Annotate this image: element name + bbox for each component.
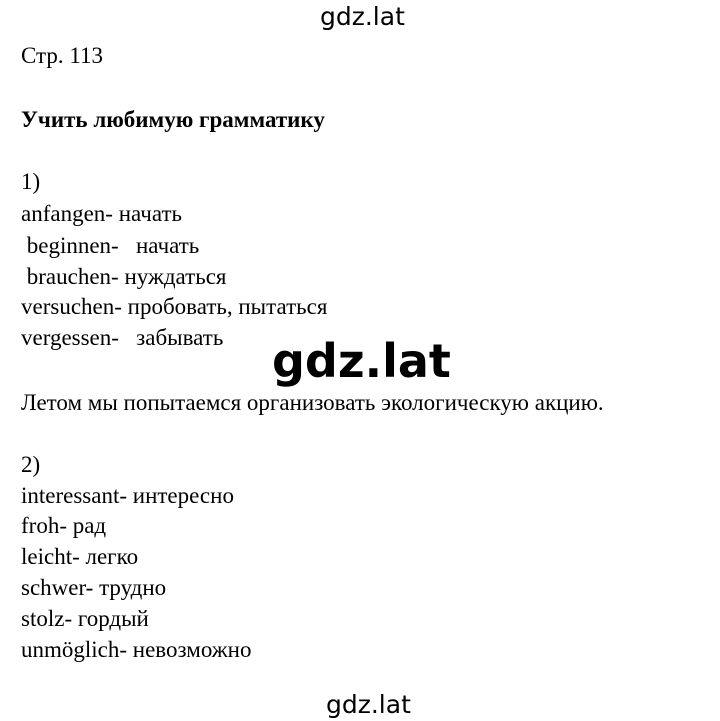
- vocab-item: interessant- интересно: [21, 483, 234, 508]
- page-reference: Стр. 113: [21, 43, 104, 68]
- section-2-number: 2): [21, 452, 41, 477]
- vocab-item: froh- рад: [21, 513, 107, 538]
- vocab-item: unmöglich- невозможно: [21, 637, 252, 662]
- vocab-item: vergessen- забывать: [21, 325, 224, 350]
- vocab-item: schwer- трудно: [21, 575, 167, 600]
- section-1-number: 1): [21, 169, 41, 194]
- vocab-item: leicht- легко: [21, 544, 139, 569]
- vocab-item: stolz- гордый: [21, 606, 149, 631]
- vocab-item: brauchen- нуждаться: [21, 264, 227, 289]
- watermark-center: gdz.lat: [272, 334, 451, 388]
- vocab-item: anfangen- начать: [21, 201, 183, 226]
- watermark-top: gdz.lat: [320, 2, 405, 31]
- example-sentence: Летом мы попытаемся организовать экологическую акцию.: [21, 390, 604, 415]
- vocab-item: versuchen- пробовать, пытаться: [21, 294, 328, 319]
- watermark-bottom: gdz.lat: [326, 690, 411, 719]
- exercise-heading: Учить любимую грамматику: [21, 107, 325, 132]
- vocab-item: beginnen- начать: [21, 233, 200, 258]
